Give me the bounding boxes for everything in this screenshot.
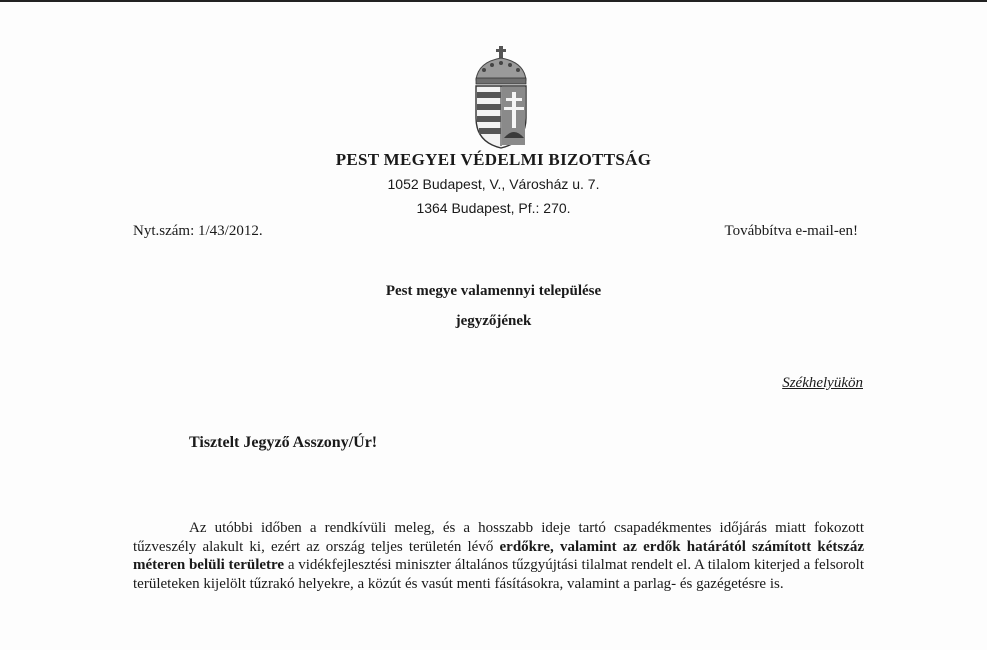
address-line-2: 1364 Budapest, Pf.: 270.: [416, 200, 571, 216]
recipient-seat: Székhelyükön: [782, 375, 863, 391]
body-text-part-2: a vidékfejlesztési miniszter általános tűzgyújtási tilalmat rendelt el. A tilalom kiterjed a felsorolt területeken kijelölt tűzrakó helyekre, a közút és vasút menti fásításokra, valamint a parlag- és gazégetésre is.: [133, 557, 864, 592]
recipient-line-1: Pest megye valamennyi települése: [385, 283, 602, 299]
coat-of-arms-icon: [470, 46, 532, 150]
forwarded-note: Továbbítva e-mail-en!: [724, 223, 858, 239]
body-paragraph: [133, 519, 864, 593]
reference-number: Nyt.szám: 1/43/2012.: [133, 223, 263, 239]
letter-page: [0, 2, 987, 650]
address-line-1: 1052 Budapest, V., Városház u. 7.: [387, 176, 600, 192]
organization-name: PEST MEGYEI VÉDELMI BIZOTTSÁG: [335, 150, 652, 169]
recipient-line-2: jegyzőjének: [455, 313, 532, 329]
salutation: Tisztelt Jegyző Asszony/Úr!: [189, 434, 378, 451]
body-text-emphasis: erdőkre, valamint az erdők határától számított kétszáz méteren belüli területre: [133, 538, 864, 573]
body-text-part-1: Az utóbbi időben a rendkívüli meleg, és a hosszabb ideje tartó csapadékmentes időjárás miatt fokozott tűzveszély alakult ki, ezért az ország teljes területén lévő: [133, 520, 864, 555]
